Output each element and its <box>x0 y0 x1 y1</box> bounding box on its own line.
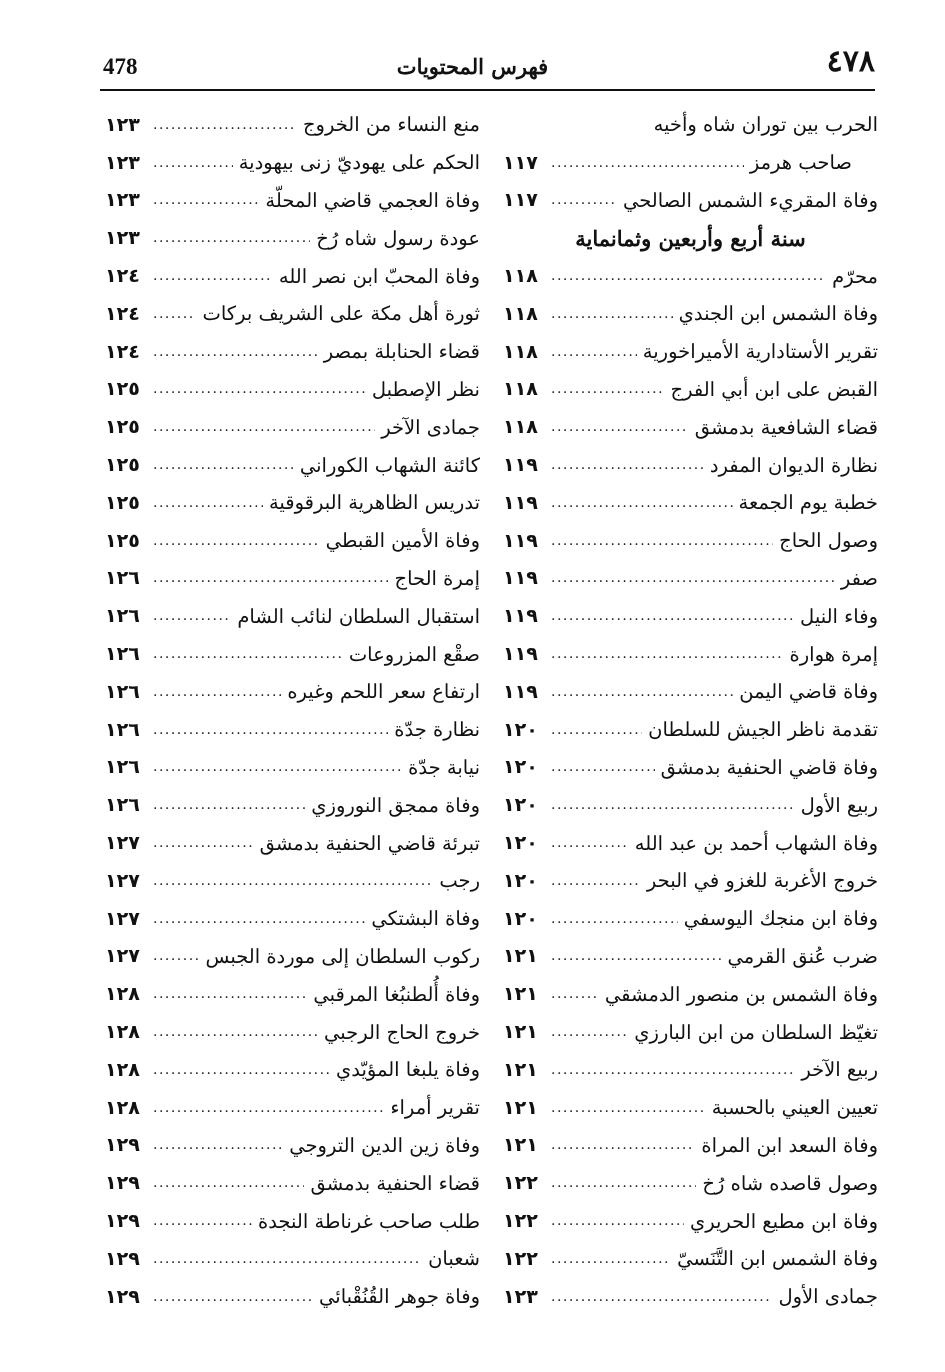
entry-page-number: ١٢٠ <box>503 832 538 855</box>
entry-title: وفاة البشتكي <box>371 907 480 931</box>
toc-entry <box>503 824 878 862</box>
toc-entry <box>105 900 480 938</box>
entry-title: وفاة زين الدين التروجي <box>289 1133 480 1157</box>
dot-leader <box>153 759 402 775</box>
toc-entry <box>503 257 878 295</box>
entry-page-number: ١١٨ <box>503 302 538 325</box>
entry-page-number: ١٢٦ <box>105 567 140 590</box>
entry-page-number: ١٢٧ <box>105 869 140 892</box>
entry-title: وصول قاصده شاه رُخ <box>702 1171 878 1195</box>
entry-title: الحكم على يهوديّ زنى بيهودية <box>238 151 480 175</box>
dot-leader <box>153 835 254 851</box>
entry-page-number: ١٢١ <box>503 945 538 968</box>
dot-leader <box>551 797 795 813</box>
toc-entry <box>105 1051 480 1089</box>
entry-page-number: ١١٩ <box>503 567 538 590</box>
entry-page-number: ١٢٢ <box>503 1210 538 1232</box>
entry-title: وفاة ابن منجك اليوسفي <box>683 907 878 931</box>
header-rule <box>100 89 875 91</box>
entry-page-number: ١٢٤ <box>105 302 140 325</box>
dot-leader <box>153 1100 384 1116</box>
entry-title: وفاة الأمين القبطي <box>325 529 480 553</box>
entry-title: قضاء الحنابلة بمصر <box>323 340 480 364</box>
toc-entry <box>503 1089 878 1127</box>
entry-page-number: ١١٨ <box>503 340 538 363</box>
dot-leader <box>551 1251 671 1267</box>
toc-entry <box>105 597 480 635</box>
toc-entry <box>105 711 480 749</box>
running-title: فهرس المحتويات <box>396 54 549 79</box>
toc-entry <box>105 1127 480 1165</box>
dot-leader <box>153 457 294 473</box>
entry-title: ربيع الأول <box>800 793 878 817</box>
dot-leader <box>551 306 673 322</box>
dot-leader <box>551 948 721 964</box>
toc-entry <box>105 446 480 484</box>
entry-page-number: ١١٨ <box>503 416 538 439</box>
page-number-latin: 478 <box>103 54 138 79</box>
entry-page-number: ١١٩ <box>503 491 538 514</box>
entry-title: منع النساء من الخروج <box>302 113 480 137</box>
entry-title: وفاة الشهاب أحمد بن عبد الله <box>634 831 878 855</box>
dot-leader <box>551 155 744 171</box>
entry-title: وفاة يلبغا المؤيّدي <box>335 1058 480 1082</box>
entry-page-number: ١٢٨ <box>105 1096 140 1119</box>
toc-entry <box>105 824 480 862</box>
entry-page-number: ١٢٠ <box>503 869 538 892</box>
toc-entry <box>105 333 480 371</box>
entry-page-number: ١١٨ <box>503 378 538 401</box>
entry-title: تقدمة ناظر الجيش للسلطان <box>648 718 878 742</box>
entry-title: شعبان <box>428 1247 480 1271</box>
entry-page-number: ١١٧ <box>503 151 538 174</box>
dot-leader <box>551 608 794 624</box>
entry-title: وفاة السعد ابن المراة <box>701 1133 878 1157</box>
entry-page-number: ١٢٥ <box>105 491 140 514</box>
entry-page-number: ١٢٦ <box>105 680 140 703</box>
dot-leader <box>153 533 320 549</box>
entry-title: تبرئة قاضي الحنفية بدمشق <box>259 831 480 855</box>
entry-page-number: ١٢٦ <box>105 643 140 666</box>
toc-entry <box>105 938 480 976</box>
entry-page-number: ١٢٩ <box>105 1285 140 1308</box>
entry-page-number: ١١٩ <box>503 529 538 552</box>
dot-leader <box>153 1175 304 1191</box>
entry-title: تقرير أمراء <box>390 1096 480 1120</box>
dot-leader <box>551 1062 795 1078</box>
entry-title: وفاة المقريء الشمس الصالحي <box>622 188 878 212</box>
toc-entry <box>503 635 878 673</box>
entry-title: نيابة جدّة <box>408 755 480 779</box>
dot-leader <box>153 1062 330 1078</box>
entry-page-number: ١٢٢ <box>503 1247 538 1270</box>
entry-title: وفاء النيل <box>800 604 878 628</box>
dot-leader <box>551 381 665 397</box>
toc-entry <box>503 106 878 144</box>
entry-page-number: ١٢٠ <box>503 718 538 741</box>
toc-entry <box>105 635 480 673</box>
toc-entry <box>503 522 878 560</box>
dot-leader <box>551 533 773 549</box>
dot-leader <box>153 911 365 927</box>
dot-leader <box>153 268 273 284</box>
dot-leader <box>153 797 305 813</box>
dot-leader <box>551 457 704 473</box>
dot-leader <box>153 948 199 964</box>
toc-entry <box>503 333 878 371</box>
dot-leader <box>153 192 259 208</box>
dot-leader <box>551 1024 628 1040</box>
entry-title: استقبال السلطان لنائب الشام <box>237 604 480 628</box>
entry-title: ركوب السلطان إلى موردة الجبس <box>205 944 480 968</box>
entry-page-number: ١١٩ <box>503 605 538 628</box>
entry-page-number: ١٢٥ <box>105 416 140 439</box>
entry-page-number: ١٢٣ <box>105 189 140 212</box>
dot-leader <box>153 495 263 511</box>
dot-leader <box>551 911 678 927</box>
dot-leader <box>153 419 375 435</box>
dot-leader <box>551 192 617 208</box>
toc-entry <box>503 371 878 409</box>
entry-title: قضاء الحنفية بدمشق <box>310 1171 480 1195</box>
entry-title: جمادى الآخر <box>381 415 480 439</box>
toc-entry <box>105 1013 480 1051</box>
entry-page-number: ١٢٥ <box>105 454 140 477</box>
entry-page-number: ١٢٠ <box>503 756 538 779</box>
dot-leader <box>551 1175 696 1191</box>
dot-leader <box>551 986 599 1002</box>
toc-entry <box>105 749 480 787</box>
toc-entry <box>105 1240 480 1278</box>
dot-leader <box>551 268 826 284</box>
entry-page-number: ١١٩ <box>503 643 538 666</box>
entry-title: صاحب هرمز <box>749 151 852 175</box>
dot-leader <box>153 1024 318 1040</box>
entry-title: خروج الأغربة للغزو في البحر <box>646 869 878 893</box>
section-heading: سنة أربع وأربعين وثمانماية <box>575 225 806 251</box>
entry-page-number: ١٢٨ <box>105 1058 140 1081</box>
entry-title: وصول الحاج <box>779 529 878 553</box>
entry-title: تغيّظ السلطان من ابن البارزي <box>634 1020 878 1044</box>
entry-title: القبض على ابن أبي الفرج <box>670 377 878 401</box>
entry-title: وفاة ممجق النوروزي <box>311 793 480 817</box>
entry-title: وفاة قاضي اليمن <box>739 680 878 704</box>
entry-title: ربيع الآخر <box>801 1058 878 1082</box>
toc-entry <box>503 1127 878 1165</box>
dot-leader <box>551 344 637 360</box>
entry-title: ضرب عُنق القرمي <box>727 944 878 968</box>
toc-column-right <box>503 106 878 1316</box>
entry-title: وفاة أُلطنبُغا المرقبي <box>313 982 480 1006</box>
entry-title: وفاة الشمس ابن الجندي <box>678 302 878 326</box>
entry-page-number: ١٢٣ <box>105 113 140 136</box>
entry-title: ارتفاع سعر اللحم وغيره <box>287 680 480 704</box>
entry-page-number: ١٢٧ <box>105 907 140 930</box>
dot-leader <box>153 381 366 397</box>
entry-page-number: ١٢٦ <box>105 718 140 741</box>
entry-title: خروج الحاج الرجبي <box>324 1020 480 1044</box>
entry-page-number: ١٢٣ <box>503 1285 538 1308</box>
toc-entry <box>503 182 878 220</box>
dot-leader <box>551 722 642 738</box>
dot-leader <box>551 759 655 775</box>
dot-leader <box>153 873 433 889</box>
dot-leader <box>551 419 689 435</box>
entry-title: صقْع المزروعات <box>348 642 480 666</box>
entry-page-number: ١٢٨ <box>105 1021 140 1044</box>
toc-entry <box>105 862 480 900</box>
entry-page-number: ١١٨ <box>503 265 538 288</box>
dot-leader <box>153 986 307 1002</box>
dot-leader <box>551 1213 684 1229</box>
dot-leader <box>551 1137 695 1153</box>
dot-leader <box>153 306 196 322</box>
toc-entry <box>105 371 480 409</box>
entry-page-number: ١٢٦ <box>105 794 140 817</box>
entry-page-number: ١٢٠ <box>503 907 538 930</box>
toc-column-left <box>105 106 480 1316</box>
page-header <box>0 0 945 90</box>
entry-page-number: ١٢٩ <box>105 1210 140 1232</box>
toc-entry <box>105 257 480 295</box>
dot-leader <box>153 1137 283 1153</box>
dot-leader <box>153 230 310 246</box>
toc-entry <box>503 711 878 749</box>
entry-title: تعيين العيني بالحسبة <box>711 1096 878 1120</box>
toc-entry <box>105 975 480 1013</box>
toc-entry <box>503 673 878 711</box>
dot-leader <box>551 873 641 889</box>
toc-entry <box>503 408 878 446</box>
entry-page-number: ١٢٥ <box>105 529 140 552</box>
dot-leader <box>153 117 297 133</box>
toc-entry <box>105 408 480 446</box>
toc-entry <box>105 106 480 144</box>
entry-page-number: ١٢٢ <box>503 1172 538 1195</box>
entry-title: الحرب بين توران شاه وأخيه <box>653 113 878 137</box>
toc-entry <box>503 900 878 938</box>
entry-title: خطبة يوم الجمعة <box>738 491 878 515</box>
entry-title: نظارة الديوان المفرد <box>709 453 878 477</box>
entry-title: إمرة هوارة <box>789 642 878 666</box>
toc-entry <box>105 1202 480 1240</box>
page-number-arabic: ٤٧٨ <box>826 44 875 79</box>
toc-entry <box>105 560 480 598</box>
dot-leader <box>551 1289 772 1305</box>
entry-title: وفاة الشمس بن منصور الدمشقي <box>604 982 878 1006</box>
toc-entry <box>503 597 878 635</box>
entry-page-number: ١٢٦ <box>105 605 140 628</box>
dot-leader <box>551 646 784 662</box>
dot-leader <box>153 646 343 662</box>
entry-title: وفاة الشمس ابن التَّنَسيّ <box>677 1247 878 1271</box>
dot-leader <box>153 722 388 738</box>
entry-title: نظارة جدّة <box>394 718 480 742</box>
toc-entry <box>503 862 878 900</box>
entry-page-number: ١٢٩ <box>105 1172 140 1195</box>
entry-title: وفاة العجمي قاضي المحلّة <box>265 188 480 212</box>
entry-page-number: ١٢٦ <box>105 756 140 779</box>
toc-entry <box>105 484 480 522</box>
toc-entry <box>503 975 878 1013</box>
toc-entry <box>503 1013 878 1051</box>
entry-page-number: ١١٩ <box>503 454 538 477</box>
toc-entry <box>105 295 480 333</box>
entry-page-number: ١١٧ <box>503 189 538 212</box>
entry-title: قضاء الشافعية بدمشق <box>694 415 878 439</box>
toc-entry <box>105 673 480 711</box>
entry-title: وفاة المحبّ ابن نصر الله <box>278 264 480 288</box>
entry-page-number: ١٢١ <box>503 1096 538 1119</box>
toc-entry <box>503 1240 878 1278</box>
entry-title: رجب <box>439 869 480 893</box>
dot-leader <box>153 608 231 624</box>
entry-title: وفاة ابن مطيع الحريري <box>689 1209 878 1233</box>
entry-title: وفاة قاضي الحنفية بدمشق <box>660 755 878 779</box>
toc-entry <box>503 938 878 976</box>
toc-entry <box>105 1164 480 1202</box>
entry-title: تقرير الأستادارية الأميراخورية <box>642 340 878 364</box>
toc-entry <box>503 295 878 333</box>
entry-page-number: ١٢٩ <box>105 1134 140 1157</box>
toc-entry <box>105 1089 480 1127</box>
toc-entry <box>503 144 878 182</box>
toc-entry <box>503 1051 878 1089</box>
dot-leader <box>153 155 233 171</box>
toc-entry <box>105 219 480 257</box>
entry-page-number: ١٢٧ <box>105 945 140 968</box>
entry-title: جمادى الأول <box>778 1285 878 1309</box>
entry-page-number: ١٢٣ <box>105 151 140 174</box>
entry-page-number: ١٢١ <box>503 1021 538 1044</box>
dot-leader <box>153 570 388 586</box>
entry-page-number: ١٢٧ <box>105 832 140 855</box>
dot-leader <box>551 495 733 511</box>
entry-page-number: ١٢١ <box>503 983 538 1006</box>
entry-title: إمرة الحاج <box>394 566 480 590</box>
dot-leader <box>551 1100 706 1116</box>
toc-entry <box>503 749 878 787</box>
entry-title: صفر <box>840 566 878 590</box>
entry-page-number: ١٢٤ <box>105 340 140 363</box>
entry-page-number: ١٢٩ <box>105 1247 140 1270</box>
toc-entry <box>105 144 480 182</box>
toc-entry <box>503 1278 878 1316</box>
dot-leader <box>551 835 629 851</box>
toc-entry <box>105 182 480 220</box>
dot-leader <box>153 684 281 700</box>
entry-title: تدريس الظاهرية البرقوقية <box>268 491 480 515</box>
toc-entry <box>503 1202 878 1240</box>
entry-title: كائنة الشهاب الكوراني <box>299 453 480 477</box>
entry-title: عودة رسول شاه رُخ <box>316 226 480 250</box>
entry-page-number: ١٢٤ <box>105 265 140 288</box>
entry-title: نظر الإصطبل <box>371 377 480 401</box>
toc-entry <box>503 446 878 484</box>
entry-title: وفاة جوهر القُنُقْبائي <box>319 1285 480 1309</box>
toc-entry <box>503 1164 878 1202</box>
dot-leader <box>153 1213 252 1229</box>
entry-title: ثورة أهل مكة على الشريف بركات <box>202 302 480 326</box>
toc-entry <box>503 560 878 598</box>
entry-page-number: ١١٩ <box>503 680 538 703</box>
entry-title: محرّم <box>832 264 878 288</box>
toc-entry <box>105 1278 480 1316</box>
entry-page-number: ١٢٥ <box>105 378 140 401</box>
entry-page-number: ١٢٣ <box>105 227 140 250</box>
entry-page-number: ١٢١ <box>503 1134 538 1157</box>
dot-leader <box>153 1289 313 1305</box>
dot-leader <box>551 684 733 700</box>
entry-page-number: ١٢٨ <box>105 983 140 1006</box>
dot-leader <box>551 570 835 586</box>
entry-page-number: ١٢١ <box>503 1058 538 1081</box>
toc-entry <box>503 484 878 522</box>
entry-page-number: ١٢٠ <box>503 794 538 817</box>
entry-title: طلب صاحب غرناطة النجدة <box>257 1209 480 1233</box>
dot-leader <box>153 1251 422 1267</box>
toc-entry <box>503 786 878 824</box>
dot-leader <box>153 344 318 360</box>
toc-entry <box>105 522 480 560</box>
toc-entry <box>105 786 480 824</box>
